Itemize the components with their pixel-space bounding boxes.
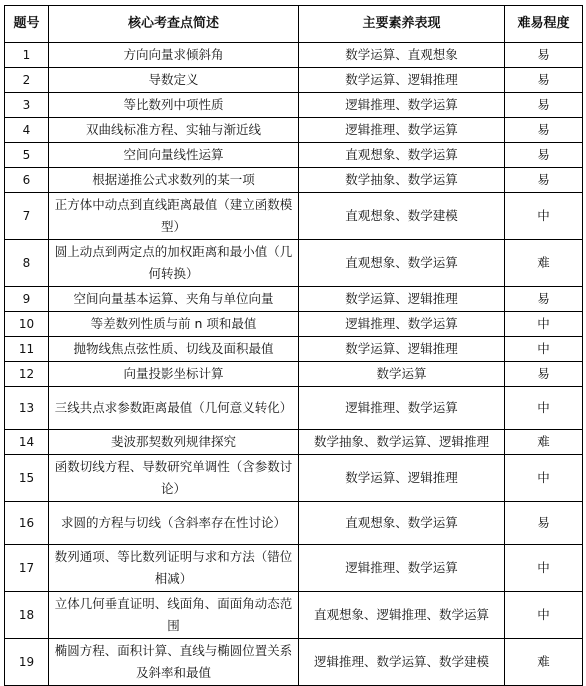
cell-literacy: 数学运算、直观想象: [299, 43, 505, 68]
cell-num: 8: [5, 240, 49, 287]
cell-num: 17: [5, 545, 49, 592]
cell-desc: 圆上动点到两定点的加权距离和最小值（几何转换）: [49, 240, 299, 287]
cell-num: 7: [5, 193, 49, 240]
cell-num: 16: [5, 502, 49, 545]
cell-desc: 双曲线标准方程、实轴与渐近线: [49, 118, 299, 143]
cell-difficulty: 中: [505, 455, 583, 502]
header-desc: 核心考查点简述: [49, 6, 299, 43]
header-literacy: 主要素养表现: [299, 6, 505, 43]
cell-difficulty: 易: [505, 287, 583, 312]
cell-difficulty: 中: [505, 337, 583, 362]
cell-desc: 三线共点求参数距离最值（几何意义转化）: [49, 387, 299, 430]
cell-desc: 函数切线方程、导数研究单调性（含参数讨论）: [49, 455, 299, 502]
cell-literacy: 数学抽象、数学运算: [299, 168, 505, 193]
cell-desc: 导数定义: [49, 68, 299, 93]
cell-literacy: 逻辑推理、数学运算: [299, 387, 505, 430]
table-row: [5, 287, 583, 312]
cell-desc: 立体几何垂直证明、线面角、面面角动态范围: [49, 592, 299, 639]
cell-literacy: 直观想象、逻辑推理、数学运算: [299, 592, 505, 639]
cell-difficulty: 中: [505, 592, 583, 639]
header-row: [5, 6, 583, 43]
cell-num: 1: [5, 43, 49, 68]
cell-num: 3: [5, 93, 49, 118]
cell-difficulty: 难: [505, 639, 583, 686]
cell-num: 12: [5, 362, 49, 387]
table-row: [5, 455, 583, 502]
table-row: [5, 592, 583, 639]
cell-literacy: 数学运算、逻辑推理: [299, 68, 505, 93]
table-row: [5, 502, 583, 545]
table-row: [5, 240, 583, 287]
cell-literacy: 数学抽象、数学运算、逻辑推理: [299, 430, 505, 455]
header-difficulty: 难易程度: [505, 6, 583, 43]
cell-difficulty: 易: [505, 168, 583, 193]
cell-num: 11: [5, 337, 49, 362]
cell-literacy: 直观想象、数学运算: [299, 143, 505, 168]
cell-literacy: 数学运算、逻辑推理: [299, 455, 505, 502]
cell-desc: 椭圆方程、面积计算、直线与椭圆位置关系及斜率和最值: [49, 639, 299, 686]
cell-num: 15: [5, 455, 49, 502]
cell-difficulty: 中: [505, 545, 583, 592]
cell-desc: 方向向量求倾斜角: [49, 43, 299, 68]
cell-desc: 抛物线焦点弦性质、切线及面积最值: [49, 337, 299, 362]
cell-literacy: 逻辑推理、数学运算: [299, 118, 505, 143]
cell-difficulty: 易: [505, 362, 583, 387]
cell-literacy: 直观想象、数学运算: [299, 502, 505, 545]
cell-num: 14: [5, 430, 49, 455]
table-row: [5, 143, 583, 168]
cell-desc: 等比数列中项性质: [49, 93, 299, 118]
cell-literacy: 逻辑推理、数学运算: [299, 93, 505, 118]
cell-desc: 斐波那契数列规律探究: [49, 430, 299, 455]
cell-num: 5: [5, 143, 49, 168]
table-row: [5, 639, 583, 686]
cell-desc: 向量投影坐标计算: [49, 362, 299, 387]
cell-desc: 正方体中动点到直线距离最值（建立函数模型）: [49, 193, 299, 240]
cell-num: 6: [5, 168, 49, 193]
cell-difficulty: 易: [505, 502, 583, 545]
table-row: [5, 193, 583, 240]
table-row: [5, 43, 583, 68]
table-row: [5, 93, 583, 118]
cell-literacy: 数学运算: [299, 362, 505, 387]
cell-desc: 空间向量基本运算、夹角与单位向量: [49, 287, 299, 312]
cell-desc: 根据递推公式求数列的某一项: [49, 168, 299, 193]
header-num: 题号: [5, 6, 49, 43]
table-row: [5, 430, 583, 455]
cell-num: 18: [5, 592, 49, 639]
cell-num: 4: [5, 118, 49, 143]
cell-num: 19: [5, 639, 49, 686]
cell-difficulty: 易: [505, 118, 583, 143]
cell-literacy: 数学运算、逻辑推理: [299, 337, 505, 362]
analysis-table: [4, 5, 583, 686]
table-body: [5, 43, 583, 686]
table-row: [5, 312, 583, 337]
table-row: [5, 387, 583, 430]
cell-desc: 求圆的方程与切线（含斜率存在性讨论）: [49, 502, 299, 545]
cell-difficulty: 易: [505, 93, 583, 118]
cell-num: 13: [5, 387, 49, 430]
cell-literacy: 数学运算、逻辑推理: [299, 287, 505, 312]
cell-num: 2: [5, 68, 49, 93]
table-row: [5, 68, 583, 93]
table-row: [5, 118, 583, 143]
cell-difficulty: 中: [505, 312, 583, 337]
cell-difficulty: 难: [505, 240, 583, 287]
cell-literacy: 直观想象、数学建模: [299, 193, 505, 240]
table-row: [5, 337, 583, 362]
cell-difficulty: 中: [505, 193, 583, 240]
table-row: [5, 168, 583, 193]
cell-difficulty: 难: [505, 430, 583, 455]
cell-difficulty: 中: [505, 387, 583, 430]
cell-num: 9: [5, 287, 49, 312]
cell-desc: 空间向量线性运算: [49, 143, 299, 168]
table-row: [5, 362, 583, 387]
cell-literacy: 直观想象、数学运算: [299, 240, 505, 287]
cell-literacy: 逻辑推理、数学运算、数学建模: [299, 639, 505, 686]
cell-desc: 数列通项、等比数列证明与求和方法（错位相减）: [49, 545, 299, 592]
cell-num: 10: [5, 312, 49, 337]
cell-literacy: 逻辑推理、数学运算: [299, 312, 505, 337]
cell-literacy: 逻辑推理、数学运算: [299, 545, 505, 592]
cell-difficulty: 易: [505, 68, 583, 93]
cell-desc: 等差数列性质与前 n 项和最值: [49, 312, 299, 337]
cell-difficulty: 易: [505, 143, 583, 168]
cell-difficulty: 易: [505, 43, 583, 68]
table-row: [5, 545, 583, 592]
